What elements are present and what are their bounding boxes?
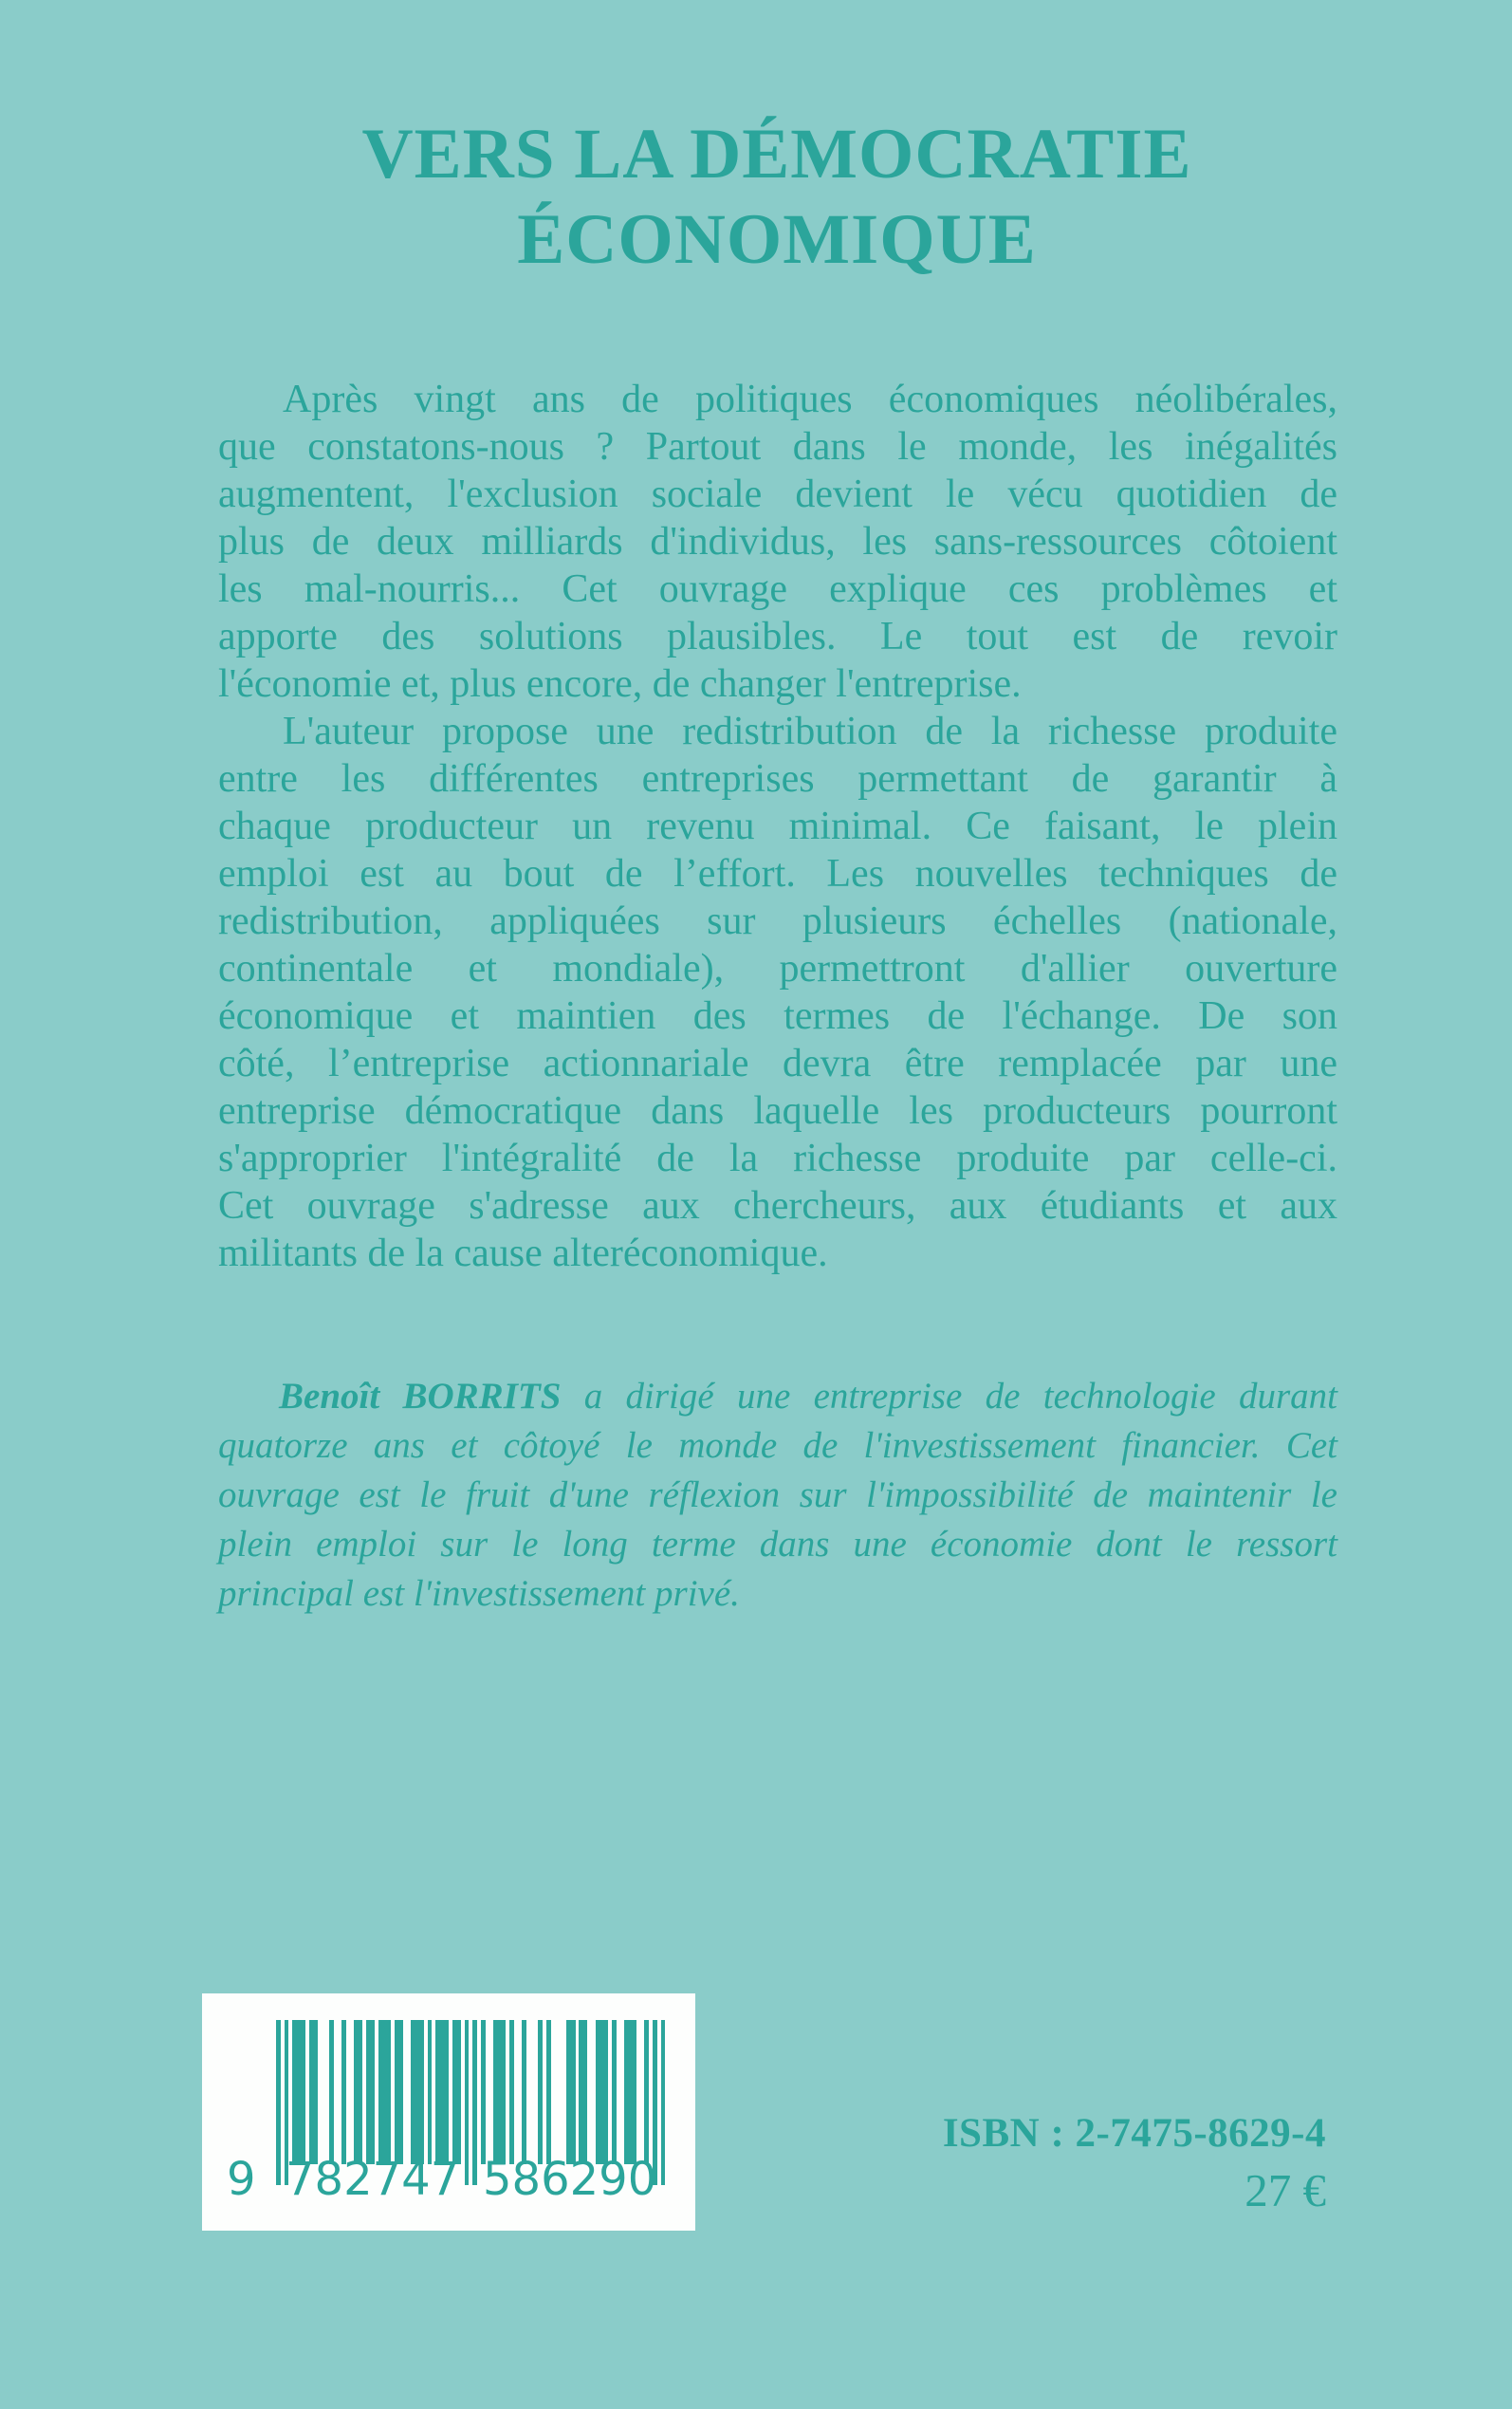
book-title [216, 112, 1337, 283]
barcode-bar [358, 2020, 362, 2164]
barcode-bar [341, 2020, 346, 2164]
text-line: continentale et mondiale), permettront d'allier ouverture [218, 947, 1337, 991]
text-line: emploi est au bout de l’effort. Les nouvelles techniques de [218, 852, 1337, 896]
barcode-bar [583, 2020, 588, 2164]
barcode-bar [632, 2020, 636, 2164]
barcode-bar [501, 2020, 506, 2164]
barcode-digit-group1: 782747 [286, 2153, 460, 2206]
barcode-bar [522, 2020, 526, 2164]
book-title-line1: VERS LA DÉMOCRATIE [361, 115, 1192, 194]
price-text: 27 € [1245, 2164, 1326, 2216]
text-line: militants de la cause alteréconomique. [218, 1232, 828, 1275]
barcode-bar [419, 2020, 424, 2164]
author-name: Benoît BORRITS [279, 1376, 562, 1417]
text-line: Après vingt ans de politiques économiques néolibérales, [283, 378, 1337, 421]
isbn-text: ISBN : 2-7475-8629-4 [942, 2111, 1326, 2156]
text-line: redistribution, appliquées sur plusieurs échelles (nationale, [218, 899, 1337, 943]
text-line: principal est l'investissement privé. [218, 1573, 740, 1614]
synopsis [218, 376, 1337, 1277]
book-title-line2: ÉCONOMIQUE [517, 200, 1037, 279]
barcode-bar [398, 2020, 403, 2164]
text-line: que constatons-nous ? Partout dans le monde, les inégalités [218, 425, 1337, 469]
author-note-line1-rest: a dirigé une entreprise de technologie durant [561, 1376, 1337, 1417]
barcode-bar [370, 2020, 375, 2164]
barcode-bar [387, 2020, 392, 2164]
barcode-bar [313, 2020, 318, 2164]
text-line: s'approprier l'intégralité de la richesse produite par celle-ci. [218, 1137, 1337, 1180]
text-line: apporte des solutions plausibles. Le tout est de revoir [218, 615, 1337, 658]
synopsis-paragraph-2 [218, 708, 1337, 1277]
barcode-bar [301, 2020, 305, 2164]
barcode-digit-lead: 9 [227, 2153, 256, 2206]
text-line: L'auteur propose une redistribution de la richesse produite [283, 710, 1337, 753]
text-line: augmentent, l'exclusion sociale devient le vécu quotidien de [218, 473, 1337, 516]
barcode-bar [465, 2020, 470, 2185]
author-note-lines [218, 1421, 1337, 1619]
text-line: l'économie et, plus encore, de changer l'entreprise. [218, 662, 1022, 706]
author-note [218, 1372, 1337, 1619]
barcode-bar [661, 2020, 666, 2185]
text-line: quatorze ans et côtoyé le monde de l'investissement financier. Cet [218, 1425, 1337, 1466]
barcode-bar [612, 2020, 617, 2164]
barcode-bar [603, 2020, 608, 2164]
text-line: Cet ouvrage s'adresse aux chercheurs, aux étudiants et aux [218, 1184, 1337, 1228]
text-line: entre les différentes entreprises permettant de garantir à [218, 757, 1337, 801]
barcode-bar [538, 2020, 543, 2164]
text-line: ouvrage est le fruit d'une réflexion sur l'impossibilité de maintenir le [218, 1474, 1337, 1515]
barcode-bar [571, 2020, 576, 2164]
text-line: plein emploi sur le long terme dans une économie dont le ressort [218, 1524, 1337, 1565]
barcode-bar [509, 2020, 514, 2164]
barcode-bar [444, 2020, 449, 2164]
text-line: plus de deux milliards d'individus, les sans-ressources côtoient [218, 520, 1337, 564]
barcode-bar [546, 2020, 551, 2164]
text-line: les mal-nourris... Cet ouvrage explique ces problèmes et [218, 567, 1337, 611]
text-line: entreprise démocratique dans laquelle les producteurs pourront [218, 1089, 1337, 1133]
barcode-bar [276, 2020, 281, 2185]
barcode-bar [329, 2020, 334, 2164]
barcode [202, 1993, 695, 2231]
barcode-bar [481, 2020, 486, 2164]
barcode-bar [644, 2020, 649, 2164]
text-line: côté, l’entreprise actionnariale devra être remplacée par une [218, 1042, 1337, 1085]
text-line: chaque producteur un revenu minimal. Ce faisant, le plein [218, 805, 1337, 848]
barcode-digit-group2: 586290 [483, 2153, 657, 2206]
author-note-line [218, 1372, 1337, 1421]
barcode-bar [456, 2020, 461, 2164]
barcode-bar [472, 2020, 477, 2185]
synopsis-paragraph-1 [218, 376, 1337, 708]
text-line: économique et maintien des termes de l'échange. De son [218, 994, 1337, 1038]
barcode-bar [428, 2020, 433, 2164]
